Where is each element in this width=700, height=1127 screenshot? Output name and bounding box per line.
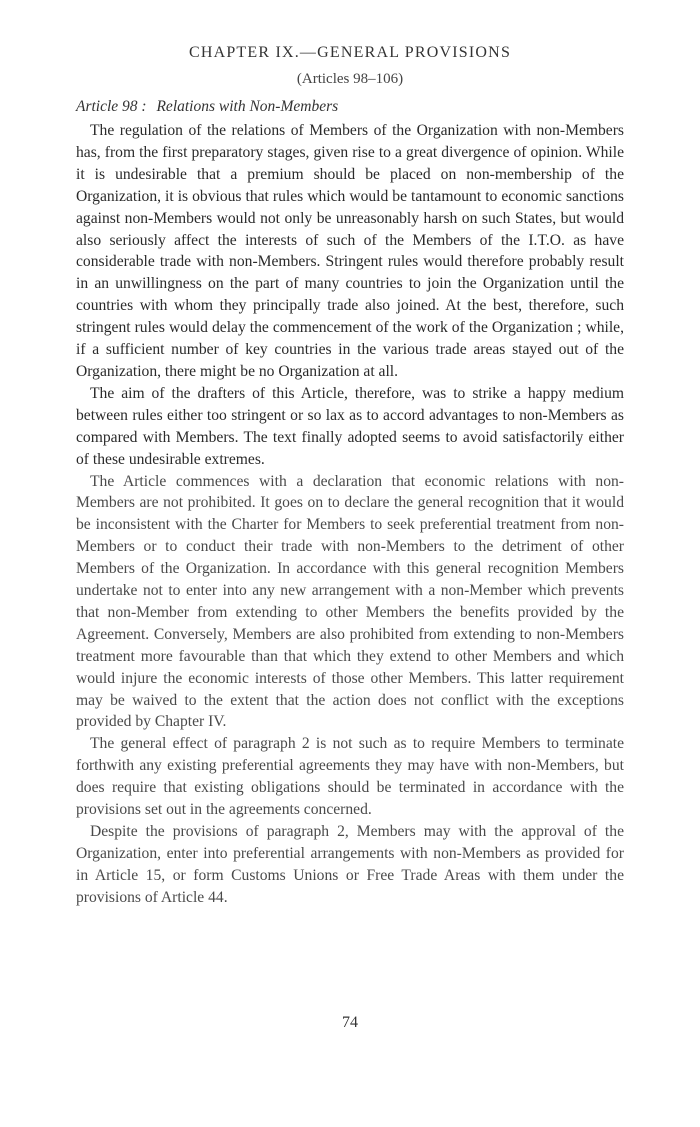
page-number: 74 (342, 1014, 358, 1031)
paragraph-1: The regulation of the relations of Members of the Organization with non-Members has, from the first preparatory stages, given rise to a great divergence of opinion. While it is undesirable that a premium should be placed on non-membership of the Organization, it is obvious that rules which would be tantamount to economic sanctions against non-Members would not only be unreasonably harsh on such States, but would also seriously affect the interests of such of the Members of the I.T.O. as have considerable trade with non-Members. Stringent rules would therefore probably result in an unwillingness on the part of many countries to join the Organization until the countries with whom they principally trade also joined. At the best, therefore, such stringent rules would delay the commencement of the work of the Organization ; while, if a sufficient number of key countries in the various trade areas stayed out of the Organization, there might be no Organization at all. (76, 122, 624, 380)
paragraph-5: Despite the provisions of paragraph 2, Members may with the approval of the Organization, enter into preferential arrangements with non-Members as provided for in Article 15, or form Customs Unions or Free Trade Areas with them under the provisions of Article 44. (76, 823, 624, 906)
paragraph-3: The Article commences with a declaration that economic relations with non-Members are not prohibited. It goes on to declare the general recognition that it would be inconsistent with the Charter for Members to seek preferential treatment from non-Members or to conduct their trade with non-Members to the detriment of other Members of the Organization. In accordance with this general recognition Members undertake not to enter into any new arrangement with a non-Member which prevents that non-Member from extending to other Members the benefits provided by the Agreement. Conversely, Members are also prohibited from extending to non-Members treatment more favourable than that which they extend to other Members and which would injure the economic interests of those other Members. This latter requirement may be waived to the extent that the action does not conflict with the exceptions provided by Chapter IV. (76, 472, 624, 731)
paragraph-2: The aim of the drafters of this Article, therefore, was to strike a happy medium between rules either too stringent or so lax as to accord advantages to non-Members as compared with Members. The text finally adopted seems to avoid satisfactorily either of these undesirable extremes. (76, 384, 624, 468)
article-number: Article 98 : (76, 98, 147, 115)
paragraph-4: The general effect of paragraph 2 is not such as to require Members to terminate forthwith any existing preferential agreements they may have with non-Members, but does require that existing obligations should be terminated in accordance with the provisions set out in the agreements concerned. (76, 735, 624, 819)
article-title: Relations with Non-Members (156, 98, 339, 115)
article-heading (76, 96, 624, 118)
chapter-title: CHAPTER IX.—GENERAL PROVISIONS (188, 44, 512, 61)
chapter-subtitle: (Articles 98–106) (296, 71, 404, 87)
document-page (76, 42, 624, 909)
